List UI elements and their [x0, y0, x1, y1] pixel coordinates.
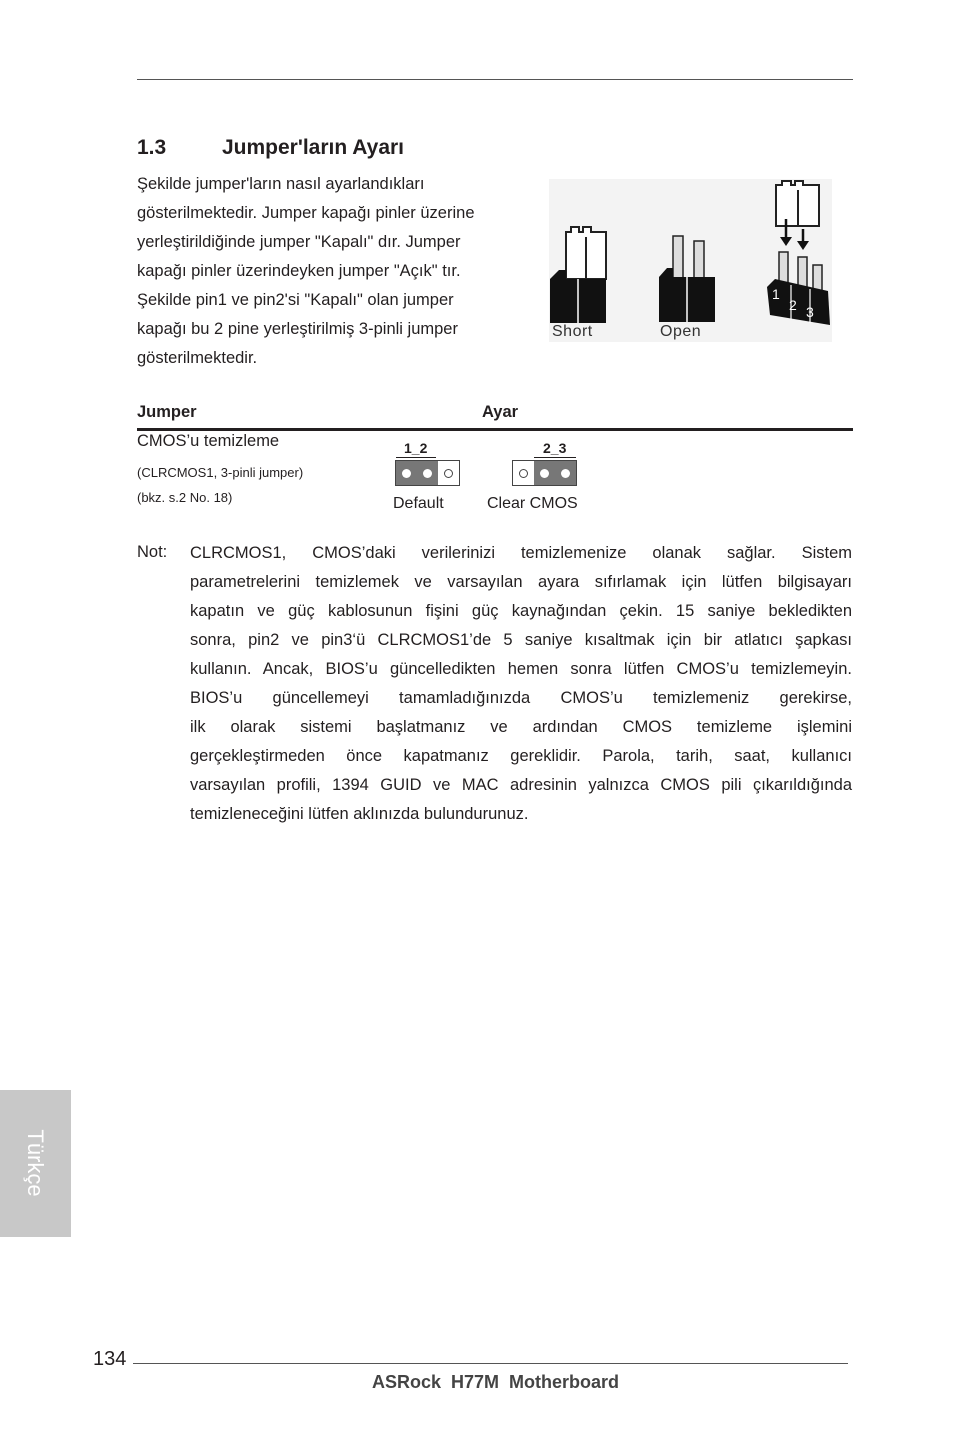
language-side-tab [0, 1090, 71, 1237]
default-pins-underline [396, 457, 436, 458]
jumper-reference: (bkz. s.2 No. 18) [137, 490, 233, 505]
note-line: CLRCMOS1, CMOS’daki verilerinizi temizlemenize olanak sağlar. Sistem [190, 544, 852, 562]
open-label: Open [660, 323, 702, 340]
note-line: sonra, pin2 ve pin3‘ü CLRCMOS1’de 5 saniye kısaltmak için bir atlatıcı şapkası [190, 631, 852, 649]
note-line: kullanın. Ancak, BIOS’u güncelledikten hemen sonra lütfen CMOS’u temizlemeyin. [190, 660, 852, 678]
pin-1-label: 1 [772, 286, 781, 302]
jumper-illustration [549, 179, 832, 342]
table-header-jumper: Jumper [137, 403, 197, 421]
short-jumper-icon [550, 227, 606, 323]
top-rule [137, 79, 853, 80]
language-label: Türkçe [23, 1129, 48, 1197]
table-header-rule [137, 428, 853, 431]
clear-pins-underline [534, 457, 576, 458]
jumper-figure [549, 179, 832, 342]
table-header-setting: Ayar [482, 403, 519, 421]
section-number: 1.3 [137, 136, 167, 159]
pin-shorted-icon [396, 461, 417, 485]
pin-2-label: 2 [789, 297, 798, 313]
pin-open-icon [513, 461, 534, 485]
short-label: Short [552, 323, 593, 340]
pin-open-icon [438, 461, 459, 485]
note-line: varsayılan profili, 1394 GUID ve MAC adresinin yalnızca CMOS pili çıkarıldığında [190, 776, 852, 794]
open-jumper-icon [659, 236, 715, 322]
note-line: gerçekleştirmeden önce kapatmanız gereklidir. Parola, tarih, saat, kullanıcı [190, 747, 852, 765]
jumper-name: CMOS’u temizleme [137, 432, 280, 450]
intro-line: gösterilmektedir. [137, 349, 258, 367]
note-line: ilk olarak sistemi başlatmanız ve ardından CMOS temizleme işlemini [190, 718, 852, 736]
footer-title: ASRock H77M Motherboard [372, 1372, 620, 1392]
clear-caption: Clear CMOS [487, 495, 578, 512]
intro-line: kapağı pinler üzerindeyken jumper "Açık" tır. [137, 262, 461, 280]
note-line: kapatın ve güç kablosunun fişini güç kaynağından çekin. 15 saniye bekledikten [190, 602, 852, 620]
footer-rule [133, 1363, 848, 1364]
default-pins-label: 1_2 [404, 440, 428, 456]
intro-line: gösterilmektedir. Jumper kapağı pinler üzerine [137, 204, 475, 222]
note-paragraph [190, 539, 852, 829]
clear-jumper-header [512, 460, 577, 486]
intro-line: kapağı bu 2 pine yerleştirilmiş 3-pinli jumper [137, 320, 458, 338]
intro-line: Şekilde jumper'ların nasıl ayarlandıkları [137, 175, 425, 193]
three-pin-jumper-icon [767, 181, 830, 325]
section-title: Jumper'ların Ayarı [222, 136, 405, 159]
note-label: Not: [137, 543, 168, 561]
intro-paragraph [137, 170, 542, 373]
intro-line: yerleştirildiğinde jumper "Kapalı" dır. Jumper [137, 233, 461, 251]
intro-line: Şekilde pin1 ve pin2'si "Kapalı" olan jumper [137, 291, 454, 309]
note-line: temizleneceğini lütfen aklınızda bulundurunuz. [190, 805, 529, 823]
clear-pins-label: 2_3 [543, 440, 567, 456]
note-line: parametrelerini temizlemek ve varsayılan ayara sıfırlamak için lütfen bilgisayarı [190, 573, 852, 591]
pin-shorted-icon [534, 461, 555, 485]
pin-shorted-icon [417, 461, 438, 485]
pin-shorted-icon [555, 461, 576, 485]
pin-3-label: 3 [806, 304, 815, 320]
jumper-detail: (CLRCMOS1, 3-pinli jumper) [137, 465, 304, 480]
default-jumper-header [395, 460, 460, 486]
note-line: BIOS’u güncellemeyi tamamladığınızda CMOS’u temizlemeniz gerekirse, [190, 689, 852, 707]
page-number: 134 [93, 1348, 127, 1370]
default-caption: Default [393, 495, 444, 512]
